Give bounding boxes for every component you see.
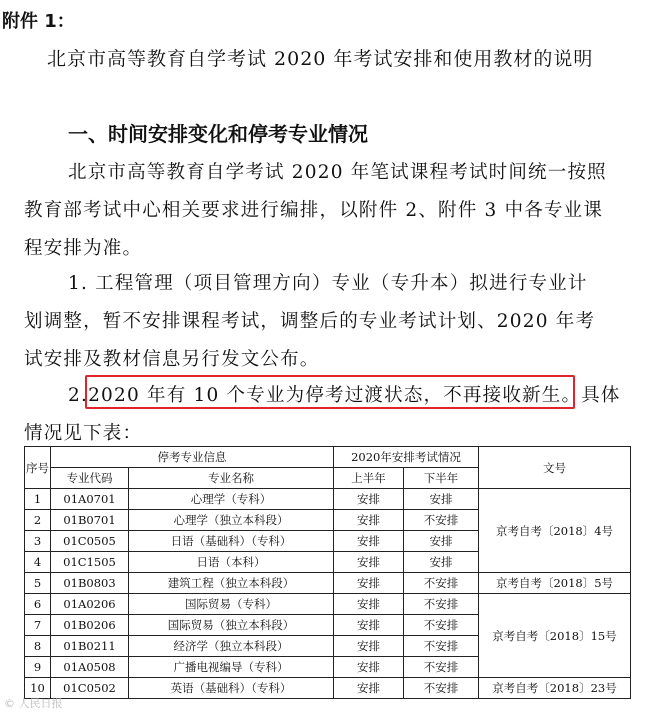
suspended-majors-table	[24, 446, 631, 699]
cell-h1: 安排	[334, 594, 404, 615]
paragraph-suffix: 。具体	[561, 385, 621, 406]
highlighted-text: 2020 年有 10 个专业为停考过渡状态，不再接收新生	[88, 385, 562, 406]
cell-name: 建筑工程（独立本科段）	[129, 573, 334, 594]
cell-doc: 京考自考〔2018〕23号	[479, 678, 631, 699]
cell-no: 3	[25, 531, 51, 552]
attachment-label: 附件 1：	[2, 11, 75, 32]
red-highlight-box	[85, 375, 575, 409]
cell-no: 5	[25, 573, 51, 594]
cell-name: 广播电视编导（专科）	[129, 657, 334, 678]
cell-h2: 不安排	[404, 615, 479, 636]
header-major-info: 停考专业信息	[51, 447, 334, 468]
cell-name: 英语（基础科）（专科）	[129, 678, 334, 699]
cell-no: 10	[25, 678, 51, 699]
cell-name: 心理学（独立本科段）	[129, 510, 334, 531]
cell-name: 国际贸易（专科）	[129, 594, 334, 615]
paragraph-line: 情况见下表：	[24, 423, 143, 444]
cell-h1: 安排	[334, 573, 404, 594]
cell-no: 7	[25, 615, 51, 636]
cell-no: 1	[25, 489, 51, 510]
cell-h1: 安排	[334, 678, 404, 699]
cell-code: 01C0505	[51, 531, 129, 552]
cell-no: 6	[25, 594, 51, 615]
cell-no: 9	[25, 657, 51, 678]
document-title: 北京市高等教育自学考试 2020 年考试安排和使用教材的说明	[47, 48, 594, 70]
cell-h2: 安排	[404, 489, 479, 510]
table-row	[25, 678, 631, 699]
cell-name: 心理学（专科）	[129, 489, 334, 510]
cell-code: 01A0701	[51, 489, 129, 510]
header-exam-status: 2020年安排考试情况	[334, 447, 479, 468]
cell-h2: 不安排	[404, 594, 479, 615]
cell-h1: 安排	[334, 531, 404, 552]
cell-code: 01B0211	[51, 636, 129, 657]
cell-h2: 不安排	[404, 636, 479, 657]
cell-code: 01A0206	[51, 594, 129, 615]
header-first-half: 上半年	[334, 468, 404, 489]
paragraph-line: 划调整，暂不安排课程考试，调整后的专业考试计划、2020 年考	[24, 311, 596, 332]
cell-name: 日语（基础科）（专科）	[129, 531, 334, 552]
cell-code: 01B0803	[51, 573, 129, 594]
cell-h2: 安排	[404, 531, 479, 552]
table-row	[25, 573, 631, 594]
cell-code: 01B0701	[51, 510, 129, 531]
cell-code: 01C1505	[51, 552, 129, 573]
cell-code: 01A0508	[51, 657, 129, 678]
paragraph-line: 教育部考试中心相关要求进行编排，以附件 2、附件 3 中各专业课	[24, 200, 604, 221]
cell-h2: 不安排	[404, 510, 479, 531]
header-name: 专业名称	[129, 468, 334, 489]
header-doc-no: 文号	[479, 447, 631, 489]
cell-name: 日语（本科）	[129, 552, 334, 573]
paragraph-line: 北京市高等教育自学考试 2020 年笔试课程考试时间统一按照	[68, 162, 607, 183]
cell-no: 8	[25, 636, 51, 657]
table-row	[25, 594, 631, 615]
cell-h1: 安排	[334, 510, 404, 531]
cell-h1: 安排	[334, 615, 404, 636]
cell-h2: 安排	[404, 552, 479, 573]
cell-doc: 京考自考〔2018〕4号	[479, 489, 631, 573]
cell-code: 01B0206	[51, 615, 129, 636]
cell-h1: 安排	[334, 636, 404, 657]
cell-h1: 安排	[334, 552, 404, 573]
cell-h1: 安排	[334, 489, 404, 510]
cell-name: 经济学（独立本科段）	[129, 636, 334, 657]
cell-no: 4	[25, 552, 51, 573]
cell-h2: 不安排	[404, 657, 479, 678]
cell-name: 国际贸易（独立本科段）	[129, 615, 334, 636]
table-row	[25, 489, 631, 510]
table-header-row	[25, 447, 631, 468]
paragraph-line: 程安排为准。	[24, 238, 143, 259]
cell-code: 01C0502	[51, 678, 129, 699]
header-code: 专业代码	[51, 468, 129, 489]
paragraph-line: 试安排及教材信息另行发文公布。	[24, 349, 320, 370]
header-seq: 序号	[25, 447, 51, 489]
cell-no: 2	[25, 510, 51, 531]
cell-h2: 不安排	[404, 678, 479, 699]
cell-h2: 不安排	[404, 573, 479, 594]
list-number: 2.	[68, 385, 89, 406]
cell-doc: 京考自考〔2018〕5号	[479, 573, 631, 594]
section-heading: 一、时间安排变化和停考专业情况	[68, 122, 368, 146]
paragraph-line: 1. 工程管理（项目管理方向）专业（专升本）拟进行专业计	[68, 273, 588, 294]
cell-doc: 京考自考〔2018〕15号	[479, 594, 631, 678]
cell-h1: 安排	[334, 657, 404, 678]
watermark: © 人民日报	[4, 697, 63, 710]
header-second-half: 下半年	[404, 468, 479, 489]
